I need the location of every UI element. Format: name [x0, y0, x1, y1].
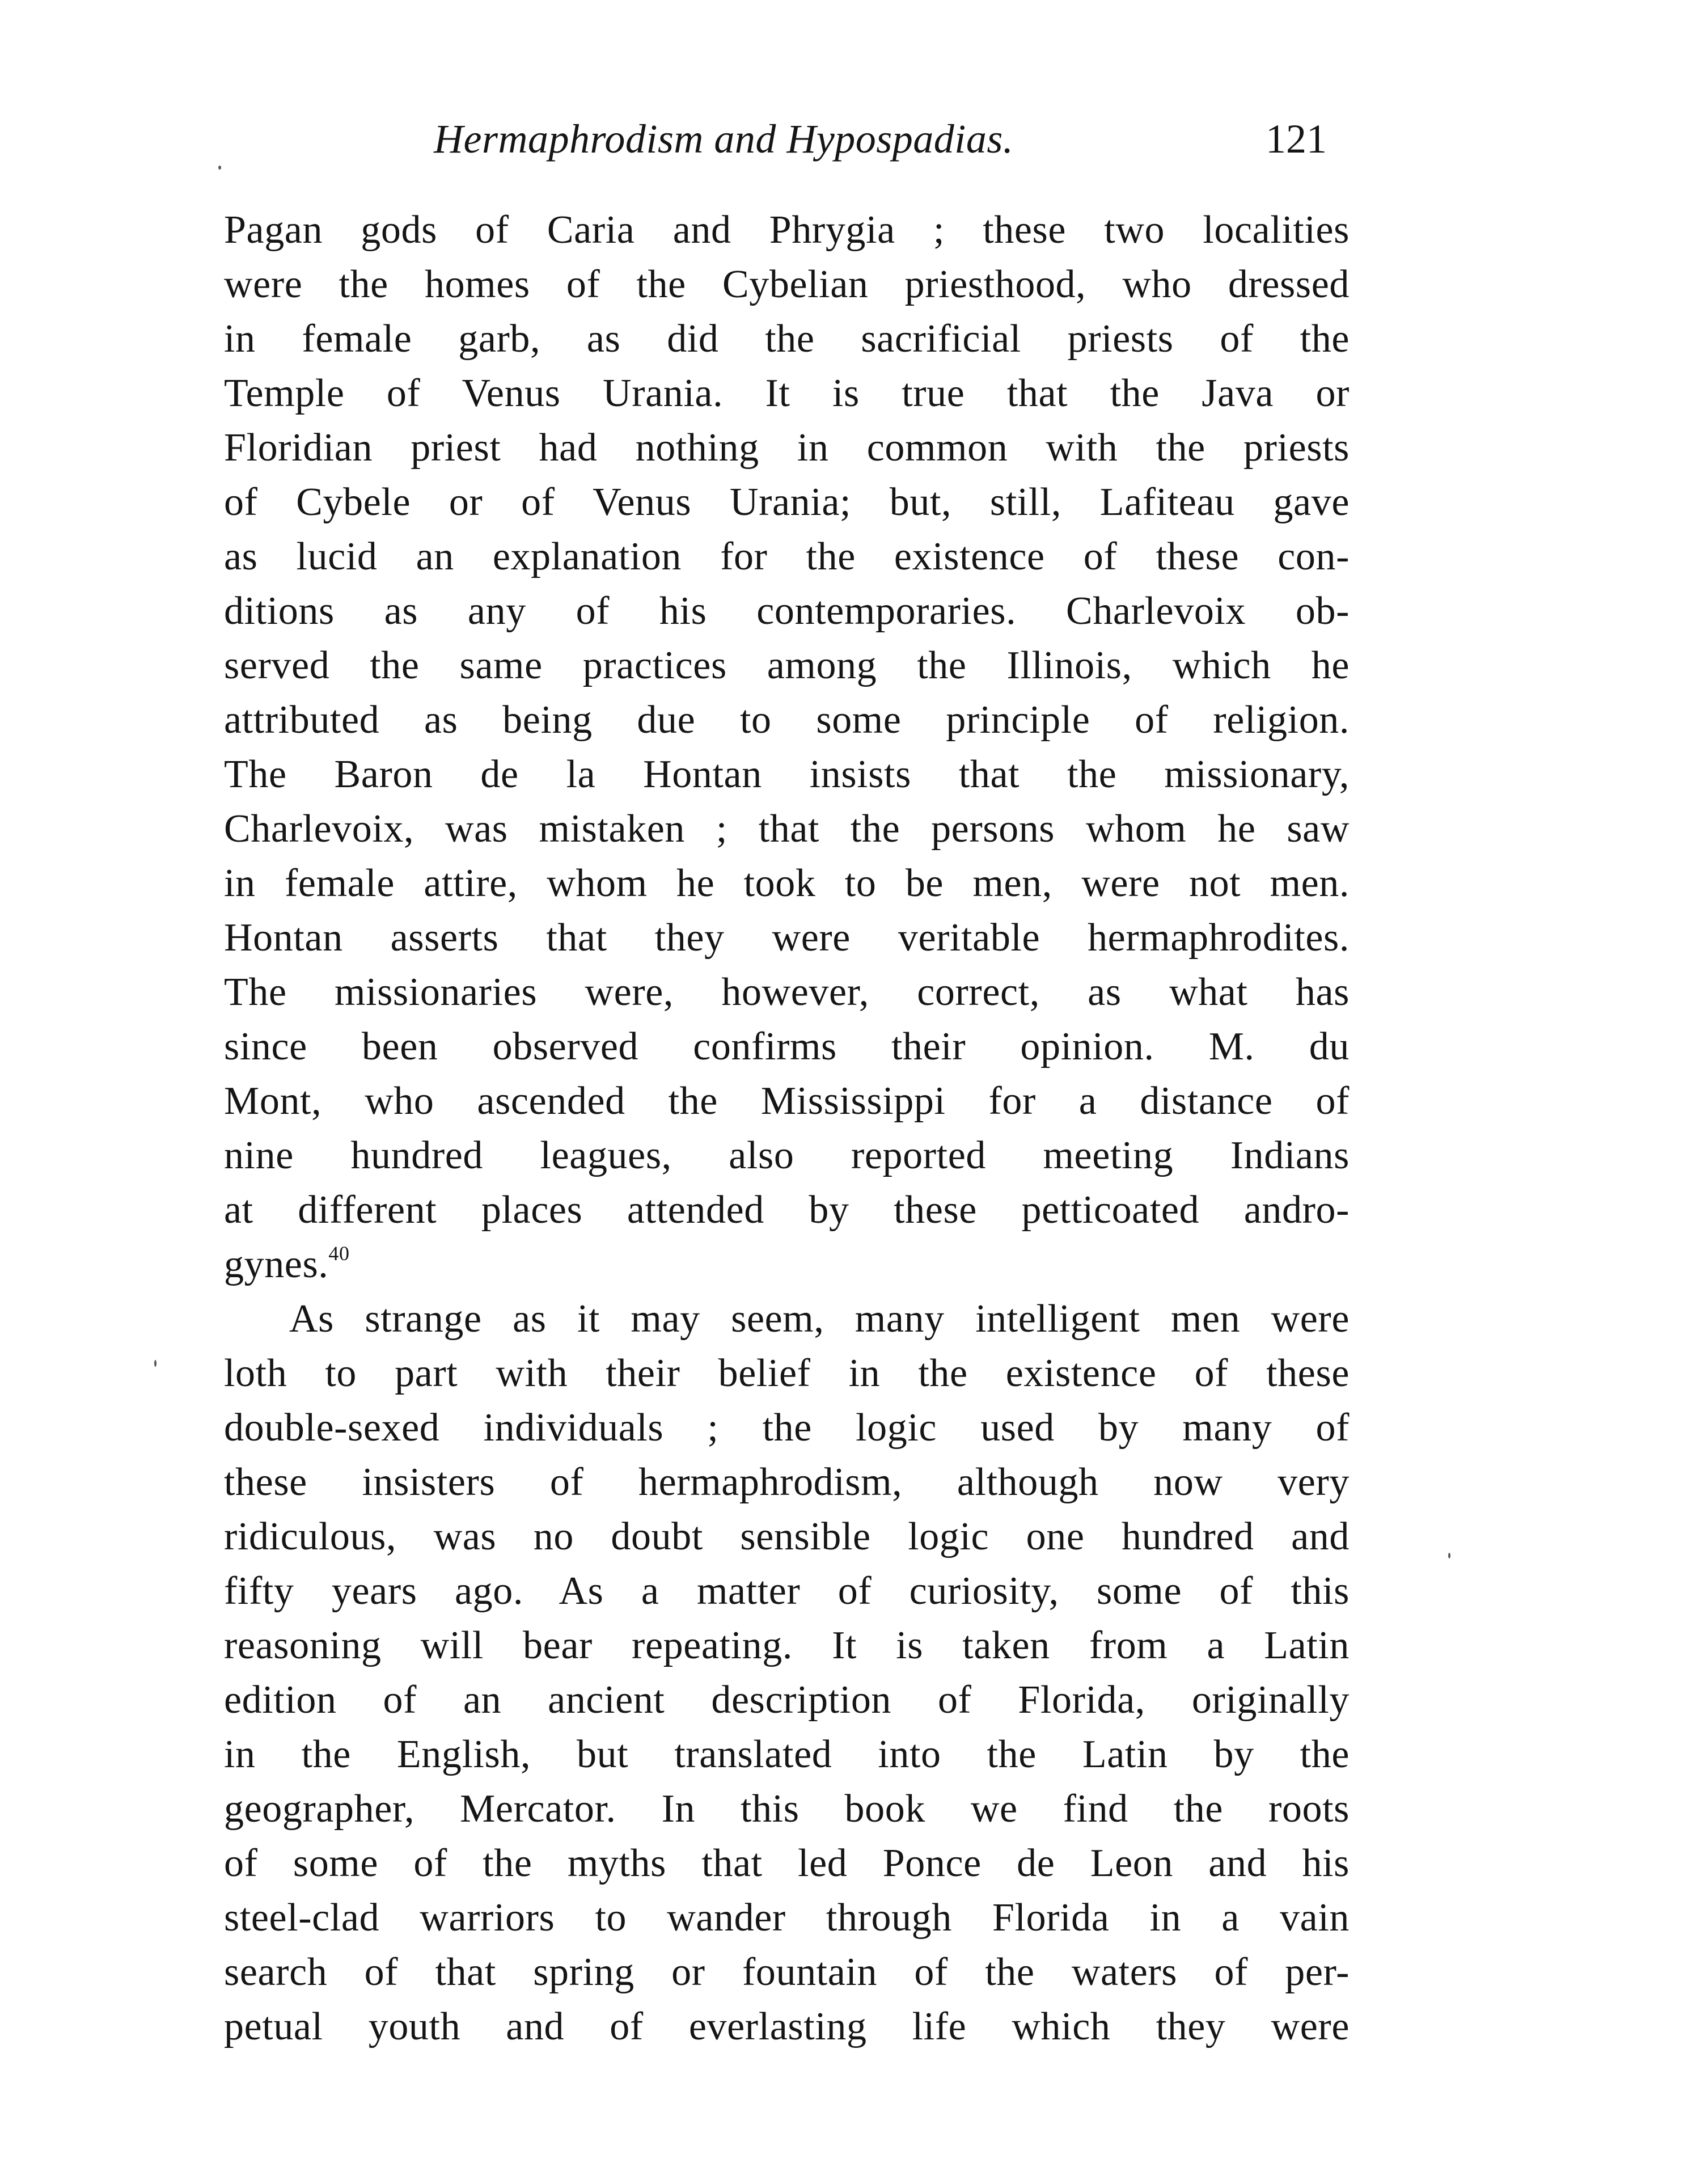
text-line: double-sexed individuals ; the logic used by many of — [224, 1406, 1350, 1450]
text-line: The missionaries were, however, correct, as what has — [224, 970, 1350, 1014]
text-line: geographer, Mercator. In this book we find the roots — [224, 1787, 1350, 1831]
text-line: these insisters of hermaphrodism, although now very — [224, 1460, 1350, 1504]
text-line: in female attire, whom he took to be men, were not men. — [224, 861, 1350, 905]
running-title: Hermaphrodism and Hypospadias. — [434, 116, 1014, 162]
text-line: Pagan gods of Caria and Phrygia ; these two localities — [224, 208, 1350, 252]
text-line: Mont, who ascended the Mississippi for a distance of — [224, 1079, 1350, 1123]
text-line: since been observed confirms their opinion. M. du — [224, 1025, 1350, 1068]
text-line: in female garb, as did the sacrificial priests of the — [224, 317, 1350, 361]
text-line: were the homes of the Cybelian priesthood, who dressed — [224, 263, 1350, 306]
text-line: nine hundred leagues, also reported meeting Indians — [224, 1134, 1350, 1177]
text-line: The Baron de la Hontan insists that the missionary, — [224, 753, 1350, 796]
text-line: ditions as any of his contemporaries. Charlevoix ob- — [224, 589, 1350, 633]
text-line: steel-clad warriors to wander through Florida in a vain — [224, 1896, 1350, 1940]
text-line: of Cybele or of Venus Urania; but, still, Lafiteau gave — [224, 480, 1350, 524]
page-header — [224, 108, 1350, 170]
text-line: at different places attended by these petticoated andro- — [224, 1188, 1350, 1232]
text-line-last — [224, 1237, 1350, 1292]
body-text — [224, 203, 1350, 2054]
text-line: served the same practices among the Illinois, which he — [224, 644, 1350, 687]
page-number: 121 — [1266, 116, 1327, 162]
text-line: Charlevoix, was mistaken ; that the persons whom he saw — [224, 807, 1350, 851]
text-line: loth to part with their belief in the existence of these — [224, 1351, 1350, 1395]
text-line: petual youth and of everlasting life which they were — [224, 2005, 1350, 2048]
text-line: reasoning will bear repeating. It is taken from a Latin — [224, 1624, 1350, 1667]
text-line: ridiculous, was no doubt sensible logic one hundred and — [224, 1515, 1350, 1558]
text-line: of some of the myths that led Ponce de Leon and his — [224, 1841, 1350, 1885]
text-line: Hontan asserts that they were veritable hermaphrodites. — [224, 916, 1350, 960]
text-line: search of that spring or fountain of the waters of per- — [224, 1950, 1350, 1994]
print-speck — [1448, 1553, 1450, 1558]
print-speck — [218, 166, 221, 170]
text-line: as lucid an explanation for the existence of these con- — [224, 535, 1350, 578]
print-speck — [154, 1360, 156, 1367]
text-line: Temple of Venus Urania. It is true that the Java or — [224, 371, 1350, 415]
text-line: edition of an ancient description of Florida, originally — [224, 1678, 1350, 1722]
text-line: gynes. — [224, 1243, 329, 1286]
text-line-indented: As strange as it may seem, many intelligent men were — [289, 1297, 1350, 1341]
text-line: Floridian priest had nothing in common with the priests — [224, 426, 1350, 470]
text-line: attributed as being due to some principle of religion. — [224, 698, 1350, 742]
text-line: in the English, but translated into the Latin by the — [224, 1733, 1350, 1776]
footnote-reference[interactable]: 40 — [328, 1242, 350, 1265]
text-line: fifty years ago. As a matter of curiosity, some of this — [224, 1569, 1350, 1613]
